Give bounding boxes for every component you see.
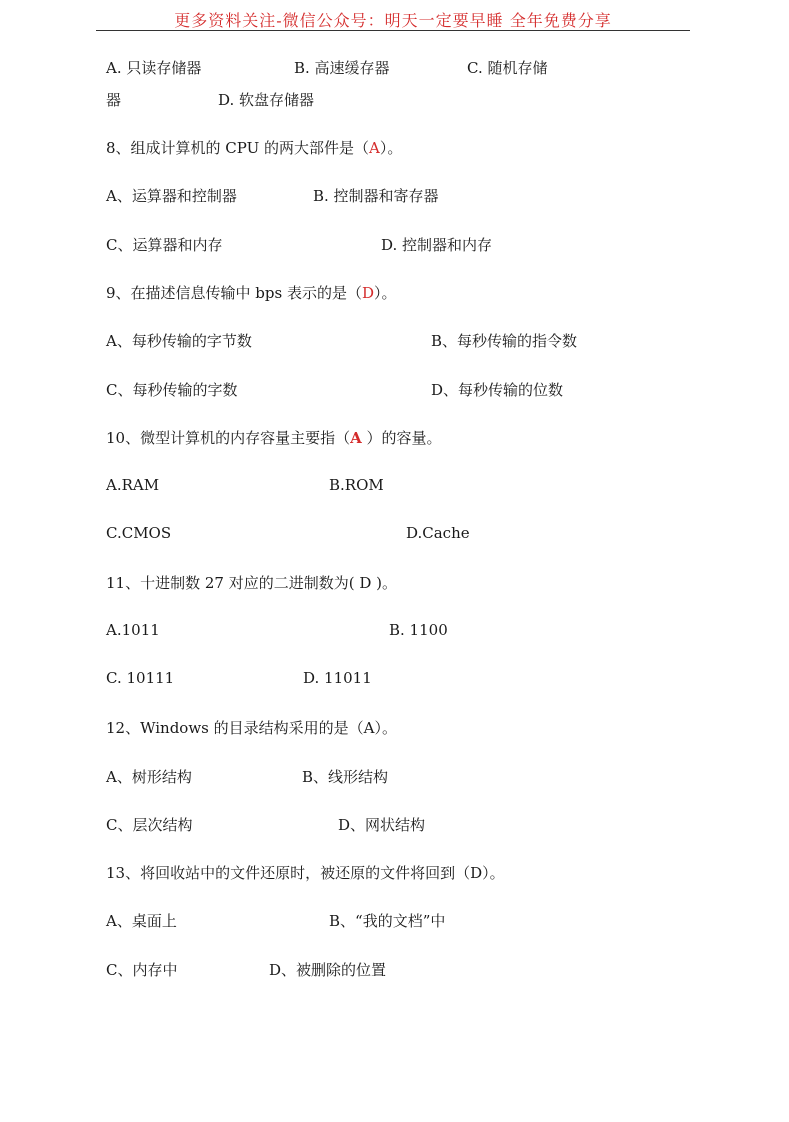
q13-option-a: A、桌面上	[106, 912, 177, 930]
q13-option-c: C、内存中	[106, 961, 178, 979]
q10-prefix: 10、微型计算机的内存容量主要指（	[106, 429, 351, 447]
q7-option-a: A. 只读存储器	[106, 59, 202, 77]
q8-suffix: ）。	[379, 139, 403, 157]
q13-option-b: B、“我的文档”中	[329, 912, 446, 930]
q9-option-d: D、每秒传输的位数	[431, 381, 564, 399]
q13-question: 13、将回收站中的文件还原时，被还原的文件将回到（D）。	[106, 864, 505, 882]
q8-question	[106, 137, 402, 158]
q7-option-d: D. 软盘存储器	[218, 91, 315, 109]
q8-option-b: B. 控制器和寄存器	[313, 187, 439, 205]
q11-option-b: B. 1100	[389, 621, 448, 639]
q11-option-d: D. 11011	[303, 669, 372, 687]
q10-answer: A	[350, 429, 362, 447]
q9-prefix: 9、在描述信息传输中 bps 表示的是（	[106, 284, 362, 302]
q10-question	[106, 427, 442, 448]
q8-option-c: C、运算器和内存	[106, 236, 223, 254]
q8-answer: A	[369, 139, 380, 157]
q11-option-c: C. 10111	[106, 669, 175, 687]
q11-option-a: A.1011	[106, 621, 160, 639]
q9-answer: D	[361, 284, 375, 302]
q9-option-a: A、每秒传输的字节数	[106, 332, 252, 350]
q12-option-b: B、线形结构	[302, 768, 389, 786]
q12-option-a: A、树形结构	[106, 768, 192, 786]
q12-option-c: C、层次结构	[106, 816, 193, 834]
q7-option-c-continued: 器	[106, 91, 122, 109]
q11-question: 11、十进制数 27 对应的二进制数为( D )。	[106, 574, 397, 592]
q12-question: 12、Windows 的目录结构采用的是（A）。	[106, 719, 397, 737]
q12-option-d: D、网状结构	[338, 816, 426, 834]
q9-question	[106, 282, 397, 303]
q8-prefix: 8、组成计算机的 CPU 的两大部件是（	[106, 139, 370, 157]
q8-option-d: D. 控制器和内存	[381, 236, 493, 254]
q10-option-a: A.RAM	[106, 476, 160, 494]
q10-suffix: ）的容量。	[361, 429, 442, 447]
header-text: 更多资料关注-微信公众号：明天一定要早睡 全年免费分享	[174, 11, 612, 30]
page-header	[96, 0, 690, 31]
q9-option-c: C、每秒传输的字数	[106, 381, 238, 399]
q9-option-b: B、每秒传输的指令数	[431, 332, 578, 350]
q9-suffix: ）。	[374, 284, 397, 302]
q10-option-c: C.CMOS	[106, 524, 172, 542]
q10-option-d: D.Cache	[406, 524, 470, 542]
q8-option-a: A、运算器和控制器	[106, 187, 237, 205]
q7-option-b: B. 高速缓存器	[294, 59, 390, 77]
q7-option-c: C. 随机存储	[467, 59, 548, 77]
q10-option-b: B.ROM	[329, 476, 384, 494]
q13-option-d: D、被删除的位置	[269, 961, 387, 979]
